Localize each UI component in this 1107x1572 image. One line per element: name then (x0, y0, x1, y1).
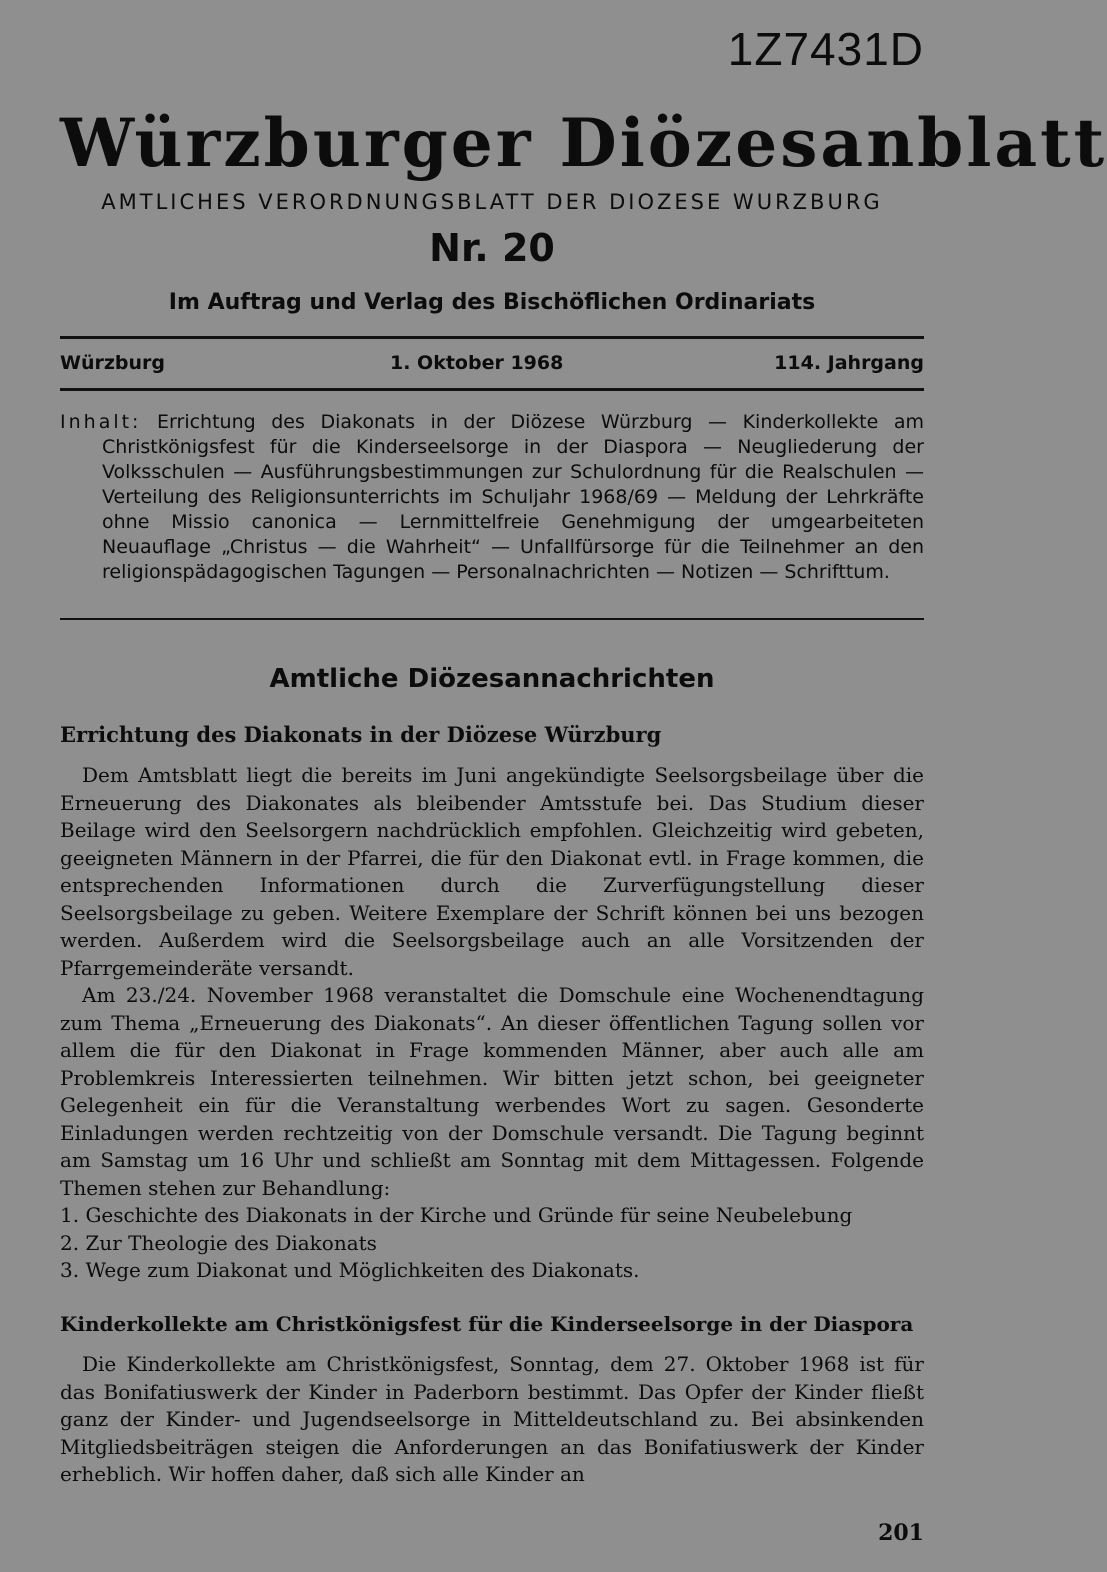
divider-contents (60, 618, 924, 620)
list-item: 2. Zur Theologie des Diakonats (60, 1230, 377, 1255)
table-of-contents (60, 410, 924, 585)
divider-top (60, 336, 924, 339)
issue-number: Nr. 20 (429, 226, 555, 270)
dateline-volume: 114. Jahrgang (774, 352, 924, 374)
document-page (60, 0, 1107, 1572)
article-paragraph: Die Kinderkollekte am Christkönigsfest, Sonntag, dem 27. Oktober 1968 ist für das Bonifatiuswerk der Kinder in Paderborn bestimmt. Das Opfer der Kinder fließt ganz der Kinder- und Jugendseelsorge in Mitteldeutschland zu. Bei absinkenden Mitgliedsbeiträgen steigen die Anforderungen an das Bonifatiuswerk der Kinder erheblich. Wir hoffen daher, daß sich alle Kinder an (60, 1352, 924, 1486)
masthead-title: Würzburger Diözesanblatt (60, 104, 1107, 182)
masthead-subtitle: AMTLICHES VERORDNUNGSBLATT DER DIOZESE WURZBURG (101, 190, 883, 214)
article-body (60, 762, 924, 1202)
contents-text: Errichtung des Diakonats in der Diözese Würzburg — Kinderkollekte am Christkönigsfest für die Kinderseelsorge in der Diaspora — Neugliederung der Volksschulen — Ausführungsbestimmungen zur Schulordnung für die Realschulen — Verteilung des Religionsunterrichts im Schuljahr 1968/69 — Meldung der Lehrkräfte ohne Missio canonica — Lernmittelfreie Genehmigung der umgearbeiteten Neuauflage „Christus — die Wahrheit“ — Unfallfürsorge für die Teilnehmer an den religionspädagogischen Tagungen — Personalnachrichten — Notizen — Schrifttum. (102, 411, 924, 583)
article-paragraph: Am 23./24. November 1968 veranstaltet die Domschule eine Wochenendtagung zum Thema „Erneuerung des Diakonats“. An dieser öffentlichen Tagung sollen vor allem die für den Diakonat in Frage kommenden Männer, aber auch alle am Problemkreis Interessierten teilnehmen. Wir bitten jetzt schon, bei geeigneter Gelegenheit ein für die Veranstaltung werbendes Wort zu sagen. Gesonderte Einladungen werden rechtzeitig von der Domschule versandt. Die Tagung beginnt am Samstag um 16 Uhr und schließt am Sonntag mit dem Mittagessen. Folgende Themen stehen zur Behandlung: (60, 983, 924, 1200)
dateline-place: Würzburg (60, 352, 166, 374)
article-paragraph: Dem Amtsblatt liegt die bereits im Juni angekündigte Seelsorgsbeilage über die Erneuerung des Diakonates als bleibender Amtsstufe bei. Das Studium dieser Beilage wird den Seelsorgern nachdrücklich empfohlen. Gleichzeitig wird gebeten, geeigneten Männern in der Pfarrei, die für den Diakonat evtl. in Frage kommen, die entsprechenden Informationen durch die Zurverfügungstellung dieser Seelsorgsbeilage zu geben. Weitere Exemplare der Schrift können bei uns bezogen werden. Außerdem wird die Seelsorgsbeilage auch an alle Vorsitzenden der Pfarrgemeinderäte versandt. (60, 763, 924, 980)
page-number: 201 (878, 1520, 924, 1546)
list-item: 3. Wege zum Diakonat und Möglichkeiten des Diakonats. (60, 1258, 640, 1282)
article-heading: Kinderkollekte am Christkönigsfest für die Kinderseelsorge in der Diaspora (60, 1312, 914, 1336)
article-heading: Errichtung des Diakonats in der Diözese Würzburg (60, 722, 662, 747)
dateline-date: 1. Oktober 1968 (390, 352, 564, 374)
section-title: Amtliche Diözesannachrichten (269, 664, 715, 694)
list-item: 1. Geschichte des Diakonats in der Kirche und Gründe für seine Neubelebung (60, 1203, 853, 1227)
archive-signature: 1Z7431D (727, 23, 924, 75)
topic-list (60, 1202, 924, 1285)
divider-dateline (60, 388, 924, 391)
publisher-line: Im Auftrag und Verlag des Bischöflichen Ordinariats (168, 290, 816, 315)
article-body (60, 1351, 924, 1489)
contents-label: Inhalt: (60, 411, 142, 433)
